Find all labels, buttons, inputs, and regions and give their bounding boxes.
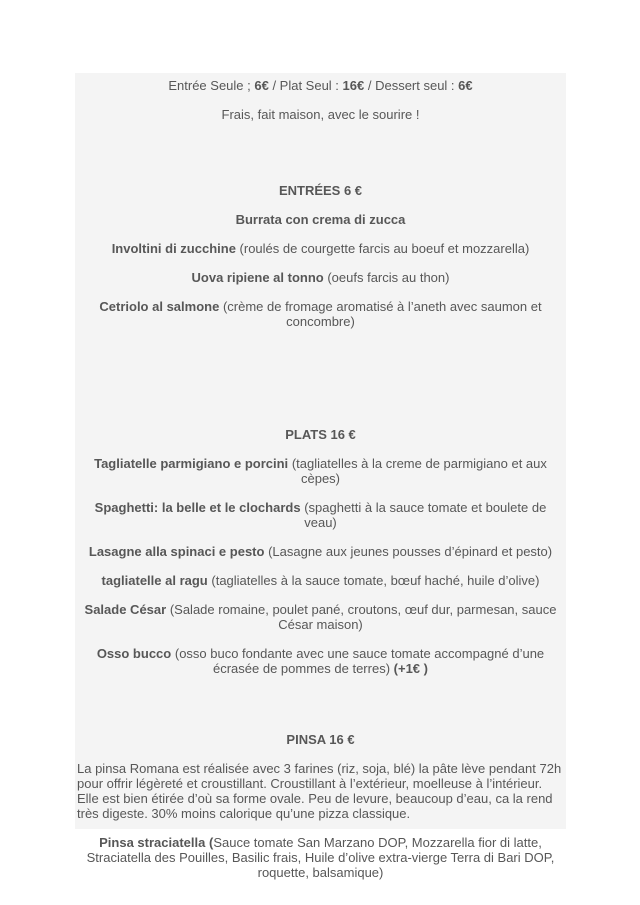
pricing-entree-price: 6€ — [254, 78, 269, 93]
menu-item-name: Osso bucco — [96, 646, 172, 661]
pricing-line — [77, 78, 564, 93]
section-title-pinsa: PINSA 16 € — [286, 732, 355, 747]
menu-item-burrata — [77, 212, 564, 227]
menu-item-tagliatelle-ragu — [77, 573, 564, 588]
menu-item-name: tagliatelle al ragu — [101, 573, 208, 588]
menu-item-name: Pinsa straciatella ( — [99, 835, 214, 850]
menu-item-desc: Sauce tomate San Marzano DOP, Mozzarella fior di latte, Straciatella des Pouilles, Basilic frais, Huile d’olive extra-vierge Terra di Bari DOP, roquette, balsamique) — [86, 835, 555, 880]
spacer — [77, 136, 564, 183]
pricing-plat-label: / Plat Seul : — [268, 78, 343, 93]
menu-item-name: Tagliatelle parmigiano e porcini — [94, 456, 289, 471]
menu-item-name: Salade César — [84, 602, 167, 617]
tagline: Frais, fait maison, avec le sourire ! — [221, 107, 420, 122]
menu-item-lasagne — [77, 544, 564, 559]
menu-item-desc: (osso buco fondante avec une sauce tomate accompagné d’une écrasée de pommes de terres) — [174, 646, 545, 676]
spacer — [77, 690, 564, 732]
menu-item-desc: (Lasagne aux jeunes pousses d’épinard et pesto) — [268, 544, 553, 559]
menu-item-supplement: (+1€ ) — [393, 661, 428, 676]
menu-item-desc: (crème de fromage aromatisé à l’aneth avec saumon et concombre) — [222, 299, 542, 329]
menu-item-desc: (oeufs farcis au thon) — [327, 270, 450, 285]
menu-item-involtini — [77, 241, 564, 256]
pinsa-description: La pinsa Romana est réalisée avec 3 farines (riz, soja, blé) la pâte lève pendant 72h pour offrir légèreté et croustillant. Croustillant à l’extérieur, moelleuse à l’intérieur. Elle est bien étirée d’où sa forme ovale. Peu de levure, beaucoup d’eau, ca la rend très digeste. 30% moins calorique qu’une pizza classique. — [77, 761, 562, 821]
menu-item-desc: (tagliatelles à la sauce tomate, bœuf haché, huile d’olive) — [211, 573, 540, 588]
menu-item-desc: (spaghetti à la sauce tomate et boulete de veau) — [304, 500, 547, 530]
menu-item-osso-bucco — [77, 646, 564, 676]
section-title-plats: PLATS 16 € — [285, 427, 356, 442]
menu-item-desc: (roulés de courgette farcis au boeuf et mozzarella) — [239, 241, 530, 256]
menu-item-cetriolo — [77, 299, 564, 329]
menu-item-name: Involtini di zucchine — [111, 241, 236, 256]
pricing-dessert-label: / Dessert seul : — [364, 78, 459, 93]
menu-item-name: Spaghetti: la belle et le clochards — [94, 500, 301, 515]
menu-item-name: Uova ripiene al tonno — [191, 270, 324, 285]
menu-page — [75, 73, 566, 880]
menu-item-spaghetti — [77, 500, 564, 530]
menu-item-name: Cetriolo al salmone — [99, 299, 220, 314]
pricing-entree-label: Entrée Seule ; — [168, 78, 255, 93]
menu-item-uova — [77, 270, 564, 285]
menu-item-tagliatelle-porcini — [77, 456, 564, 486]
menu-item-name: Lasagne alla spinaci e pesto — [88, 544, 265, 559]
pricing-plat-price: 16€ — [342, 78, 365, 93]
menu-item-desc: (Salade romaine, poulet pané, croutons, œuf dur, parmesan, sauce César maison) — [169, 602, 557, 632]
section-title-entrees: ENTRÉES 6 € — [278, 183, 363, 198]
spacer — [77, 343, 564, 427]
menu-item-pinsa-straciatella — [77, 835, 564, 880]
pricing-dessert-price: 6€ — [458, 78, 473, 93]
menu-item-desc: (tagliatelles à la creme de parmigiano et aux cèpes) — [291, 456, 547, 486]
menu-item-salade-cesar — [77, 602, 564, 632]
menu-item-name: Burrata con crema di zucca — [235, 212, 406, 227]
